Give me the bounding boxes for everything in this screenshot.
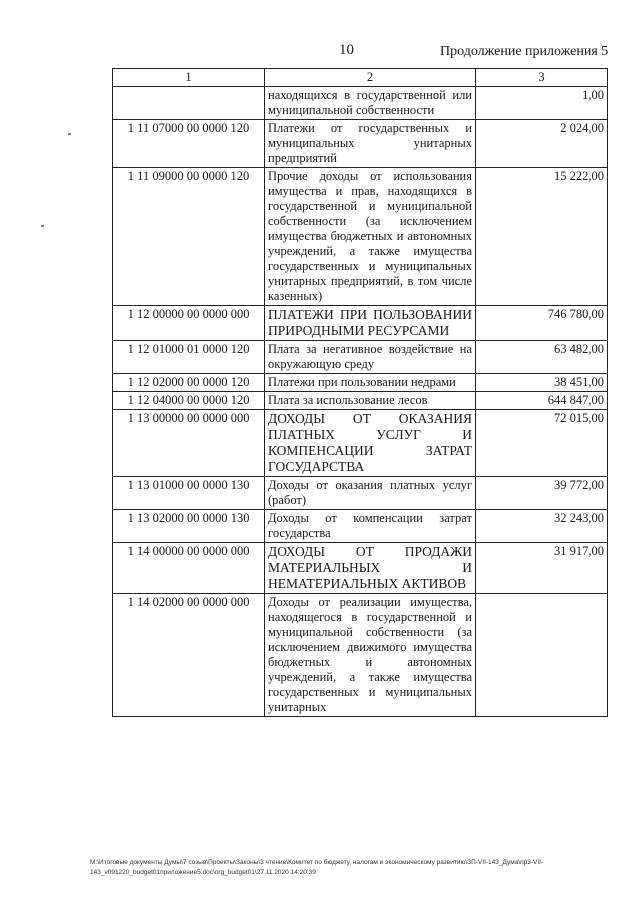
revenue-name-cell: Плата за использование лесов [265,392,476,410]
table-row [113,410,608,477]
amount-cell: 72 015,00 [476,410,608,477]
revenue-name-cell: Доходы от реализации имущества, находящегося в государственной и муниципальной собственности (за исключением движимого имущества бюджетных и автономных учреждений, а также имущества государственных и муниципальных унитарных [265,594,476,717]
table-body [113,87,608,717]
table-row [113,510,608,543]
revenue-name-cell: Плата за негативное воздействие на окружающую среду [265,341,476,374]
table-row [113,120,608,168]
budget-code-cell: 1 12 00000 00 0000 000 [113,306,265,341]
table-header-row [113,69,608,87]
revenue-name-cell: Прочие доходы от использования имущества и прав, находящихся в государственной и муниципальной собственности (за исключением имущества бюджетных и автономных учреждений, а также имущества государственных и муниципальных унитарных предприятий, в том числе казенных) [265,168,476,306]
page-number: 10 [339,42,354,58]
revenue-table [112,68,608,717]
table-row [113,392,608,410]
amount-cell: 644 847,00 [476,392,608,410]
revenue-name-cell: ДОХОДЫ ОТ ПРОДАЖИ МАТЕРИАЛЬНЫХ И НЕМАТЕРИАЛЬНЫХ АКТИВОВ [265,543,476,594]
column-header-code: 1 [113,69,265,87]
amount-cell: 15 222,00 [476,168,608,306]
revenue-name-cell: находящихся в государственной или муниципальной собственности [265,87,476,120]
table-row [113,543,608,594]
budget-code-cell: 1 12 02000 00 0000 120 [113,374,265,392]
amount-cell: 32 243,00 [476,510,608,543]
budget-code-cell [113,87,265,120]
revenue-name-cell: Доходы от компенсации затрат государства [265,510,476,543]
table-row [113,341,608,374]
revenue-name-cell: ПЛАТЕЖИ ПРИ ПОЛЬЗОВАНИИ ПРИРОДНЫМИ РЕСУРСАМИ [265,306,476,341]
amount-cell: 31 917,00 [476,543,608,594]
revenue-name-cell: Доходы от оказания платных услуг (работ) [265,477,476,510]
budget-code-cell: 1 11 09000 00 0000 120 [113,168,265,306]
column-header-amount: 3 [476,69,608,87]
amount-cell: 746 780,00 [476,306,608,341]
amount-cell: 39 772,00 [476,477,608,510]
budget-code-cell: 1 14 02000 00 0000 000 [113,594,265,717]
margin-mark [41,225,44,227]
table-row [113,477,608,510]
revenue-name-cell: ДОХОДЫ ОТ ОКАЗАНИЯ ПЛАТНЫХ УСЛУГ И КОМПЕНСАЦИИ ЗАТРАТ ГОСУДАРСТВА [265,410,476,477]
amount-cell: 63 482,00 [476,341,608,374]
budget-code-cell: 1 11 07000 00 0000 120 [113,120,265,168]
footer-line: 143_v091220_budget01приложение5.doc\org_budget01\27.11.2020 14:20:39 [90,869,316,876]
continuation-label: Продолжение приложения 5 [440,44,609,59]
table-row [113,87,608,120]
revenue-name-cell: Платежи при пользовании недрами [265,374,476,392]
table-row [113,374,608,392]
budget-code-cell: 1 13 02000 00 0000 130 [113,510,265,543]
file-path-footer [90,858,610,878]
table-row [113,306,608,341]
amount-cell [476,594,608,717]
margin-mark [68,133,71,135]
budget-code-cell: 1 12 01000 01 0000 120 [113,341,265,374]
budget-code-cell: 1 12 04000 00 0000 120 [113,392,265,410]
table-row [113,168,608,306]
column-header-name: 2 [265,69,476,87]
budget-code-cell: 1 14 00000 00 0000 000 [113,543,265,594]
footer-line: М:\Итоговые документы Думы\7 созыв\Проекты\Законы\3 чтение\Комитет по бюджету, налогам и экономическому развитию\ЗП-VII-143_Дума\пр3-VII- [90,859,544,866]
amount-cell: 38 451,00 [476,374,608,392]
amount-cell: 1,00 [476,87,608,120]
table-row [113,594,608,717]
revenue-name-cell: Платежи от государственных и муниципальных унитарных предприятий [265,120,476,168]
amount-cell: 2 024,00 [476,120,608,168]
budget-code-cell: 1 13 00000 00 0000 000 [113,410,265,477]
budget-code-cell: 1 13 01000 00 0000 130 [113,477,265,510]
